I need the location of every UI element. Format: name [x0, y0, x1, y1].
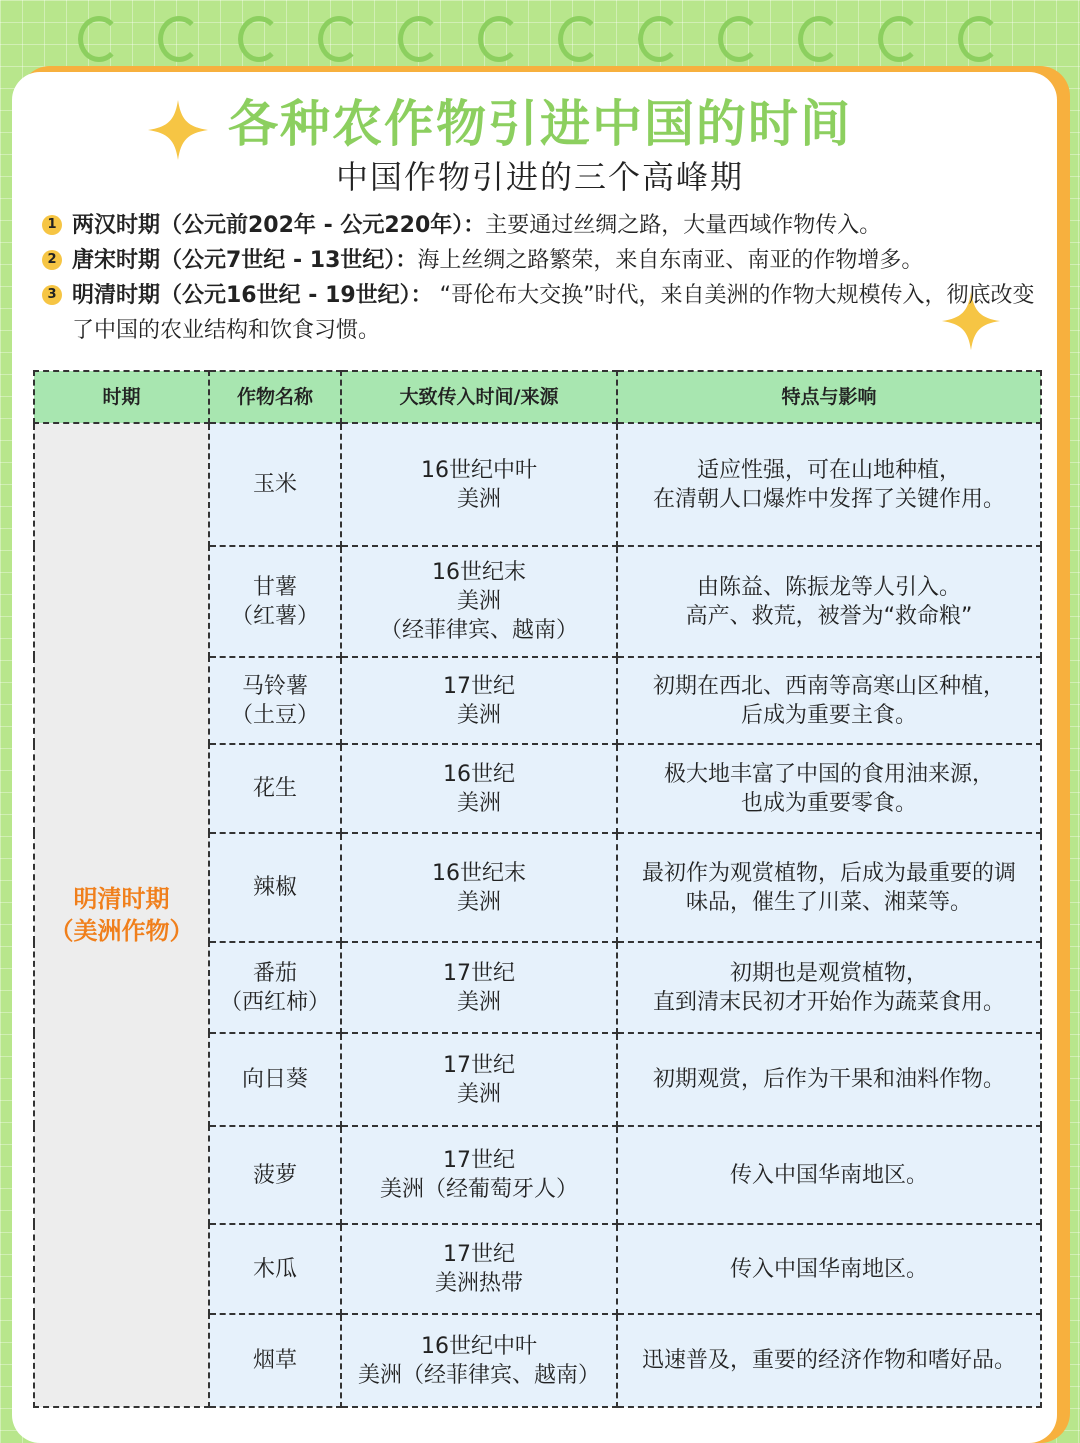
crop-name: 辣椒: [252, 875, 297, 900]
effect-line: 后成为重要主食。: [740, 702, 917, 728]
time-line: 美洲: [456, 790, 501, 816]
time-cell: [341, 1126, 617, 1224]
header-period: 时期: [34, 371, 209, 423]
period-item: [42, 278, 1042, 348]
crop-cell: [209, 657, 341, 744]
ring-icon: [798, 16, 840, 62]
effect-line: 直到清末民初才开始作为蔬菜食用。: [652, 989, 1005, 1015]
effect-line: 传入中国华南地区。: [729, 1256, 928, 1282]
effect-cell: [617, 657, 1041, 744]
ring-icon: [158, 16, 200, 62]
period-list: [42, 208, 1042, 348]
time-line: 美洲: [456, 589, 501, 614]
effect-cell: [617, 1224, 1041, 1314]
time-line: 美洲热带: [434, 1271, 523, 1296]
time-line: 美洲: [456, 702, 501, 728]
ring-icon: [78, 16, 120, 62]
effect-cell: [617, 1314, 1041, 1407]
period-group-cell: [34, 423, 209, 1407]
crop-name: 菠萝: [252, 1162, 297, 1188]
crop-cell: [209, 546, 341, 657]
effect-cell: [617, 1033, 1041, 1126]
crop-name: 马铃薯: [241, 673, 308, 699]
effect-line: 在清朝人口爆炸中发挥了关键作用。: [652, 486, 1005, 512]
crop-alias: （红薯）: [230, 603, 319, 629]
time-line: 16世纪中叶: [421, 1333, 537, 1359]
period-item: [42, 208, 1042, 243]
number-badge: 1: [42, 215, 62, 235]
time-cell: [341, 942, 617, 1033]
number-badge: 3: [42, 285, 62, 305]
effect-cell: [617, 423, 1041, 546]
ring-icon: [558, 16, 600, 62]
ring-icon: [398, 16, 440, 62]
effect-line: 由陈益、陈振龙等人引入。: [696, 574, 961, 600]
time-line: 16世纪中叶: [421, 457, 537, 483]
effect-line: 初期在西北、西南等高寒山区种植，: [652, 673, 1005, 699]
period-desc: “哥伦布大交换”时代，来自美洲的作物大规模传入，彻底改变了中国的农业结构和饮食习惯。: [72, 283, 1035, 343]
number-badge: 2: [42, 250, 62, 270]
ring-icon: [318, 16, 360, 62]
crop-alias: （土豆）: [230, 702, 319, 728]
time-line: 16世纪末: [432, 560, 526, 585]
effect-line: 适应性强，可在山地种植，: [696, 457, 961, 483]
period-title: 明清时期（公元16世纪 - 19世纪）：: [72, 283, 433, 308]
time-line: 美洲（经菲律宾、越南）: [357, 1362, 600, 1388]
time-cell: [341, 1314, 617, 1407]
crop-cell: [209, 833, 341, 942]
time-cell: [341, 833, 617, 942]
header-effect: 特点与影响: [617, 371, 1041, 423]
effect-cell: [617, 942, 1041, 1033]
time-line: 16世纪末: [432, 860, 526, 886]
time-cell: [341, 546, 617, 657]
ring-icon: [718, 16, 760, 62]
period-desc: 海上丝绸之路繁荣，来自东南亚、南亚的作物增多。: [417, 248, 924, 273]
crop-cell: [209, 1033, 341, 1126]
crop-name: 烟草: [252, 1348, 297, 1373]
notebook-rings: [0, 10, 1080, 70]
time-cell: [341, 657, 617, 744]
period-group-name: 明清时期: [73, 885, 170, 913]
table-row: [34, 423, 1041, 546]
time-cell: [341, 1033, 617, 1126]
crop-name: 向日葵: [241, 1067, 308, 1092]
time-line: 17世纪: [443, 1052, 515, 1078]
period-desc: 主要通过丝绸之路，大量西域作物传入。: [485, 213, 882, 238]
crop-name: 甘薯: [252, 574, 297, 600]
period-title: 两汉时期（公元前202年 - 公元220年）：: [72, 213, 486, 238]
ring-icon: [878, 16, 920, 62]
header-time: 大致传入时间/来源: [341, 371, 617, 423]
effect-line: 迅速普及，重要的经济作物和嗜好品。: [641, 1348, 1016, 1373]
time-line: 美洲（经葡萄牙人）: [379, 1177, 578, 1202]
time-line: 17世纪: [443, 960, 515, 986]
effect-cell: [617, 833, 1041, 942]
time-line: 美洲: [456, 889, 501, 915]
ring-icon: [958, 16, 1000, 62]
page-subtitle: 中国作物引进的三个高峰期: [335, 158, 744, 196]
crop-cell: [209, 942, 341, 1033]
time-cell: [341, 1224, 617, 1314]
crop-table: [33, 370, 1042, 1408]
time-line: 17世纪: [443, 1148, 515, 1173]
time-line: （经菲律宾、越南）: [379, 618, 578, 643]
time-line: 17世纪: [443, 1242, 515, 1267]
time-line: 美洲: [456, 486, 501, 512]
effect-line: 高产、救荒，被誉为“救命粮”: [685, 603, 973, 629]
effect-line: 也成为重要零食。: [740, 790, 917, 816]
crop-name: 玉米: [252, 472, 297, 497]
period-title: 唐宋时期（公元7世纪 - 13世纪）：: [72, 248, 418, 273]
period-group-note: （美洲作物）: [49, 917, 194, 945]
crop-cell: [209, 423, 341, 546]
crop-cell: [209, 1314, 341, 1407]
table-header-row: [34, 371, 1041, 423]
effect-line: 初期也是观赏植物，: [729, 960, 928, 986]
time-cell: [341, 423, 617, 546]
page-title: 各种农作物引进中国的时间: [228, 95, 852, 153]
time-cell: [341, 744, 617, 833]
time-line: 美洲: [456, 989, 501, 1015]
time-line: 16世纪: [443, 761, 515, 787]
crop-name: 番茄: [252, 960, 297, 986]
period-item: [42, 243, 1042, 278]
crop-alias: （西红柿）: [219, 989, 330, 1015]
effect-line: 初期观赏，后作为干果和油料作物。: [652, 1067, 1005, 1092]
effect-cell: [617, 546, 1041, 657]
time-line: 美洲: [456, 1081, 501, 1107]
time-line: 17世纪: [443, 673, 515, 699]
crop-name: 花生: [252, 776, 297, 801]
crop-name: 木瓜: [252, 1256, 297, 1282]
ring-icon: [478, 16, 520, 62]
crop-cell: [209, 744, 341, 833]
effect-line: 极大地丰富了中国的食用油来源，: [663, 761, 994, 787]
crop-cell: [209, 1224, 341, 1314]
effect-line: 传入中国华南地区。: [729, 1162, 928, 1188]
ring-icon: [238, 16, 280, 62]
effect-cell: [617, 744, 1041, 833]
ring-icon: [638, 16, 680, 62]
effect-line: 味品，催生了川菜、湘菜等。: [685, 889, 972, 915]
header-crop: 作物名称: [209, 371, 341, 423]
effect-cell: [617, 1126, 1041, 1224]
effect-line: 最初作为观赏植物，后成为最重要的调: [641, 860, 1016, 886]
crop-cell: [209, 1126, 341, 1224]
